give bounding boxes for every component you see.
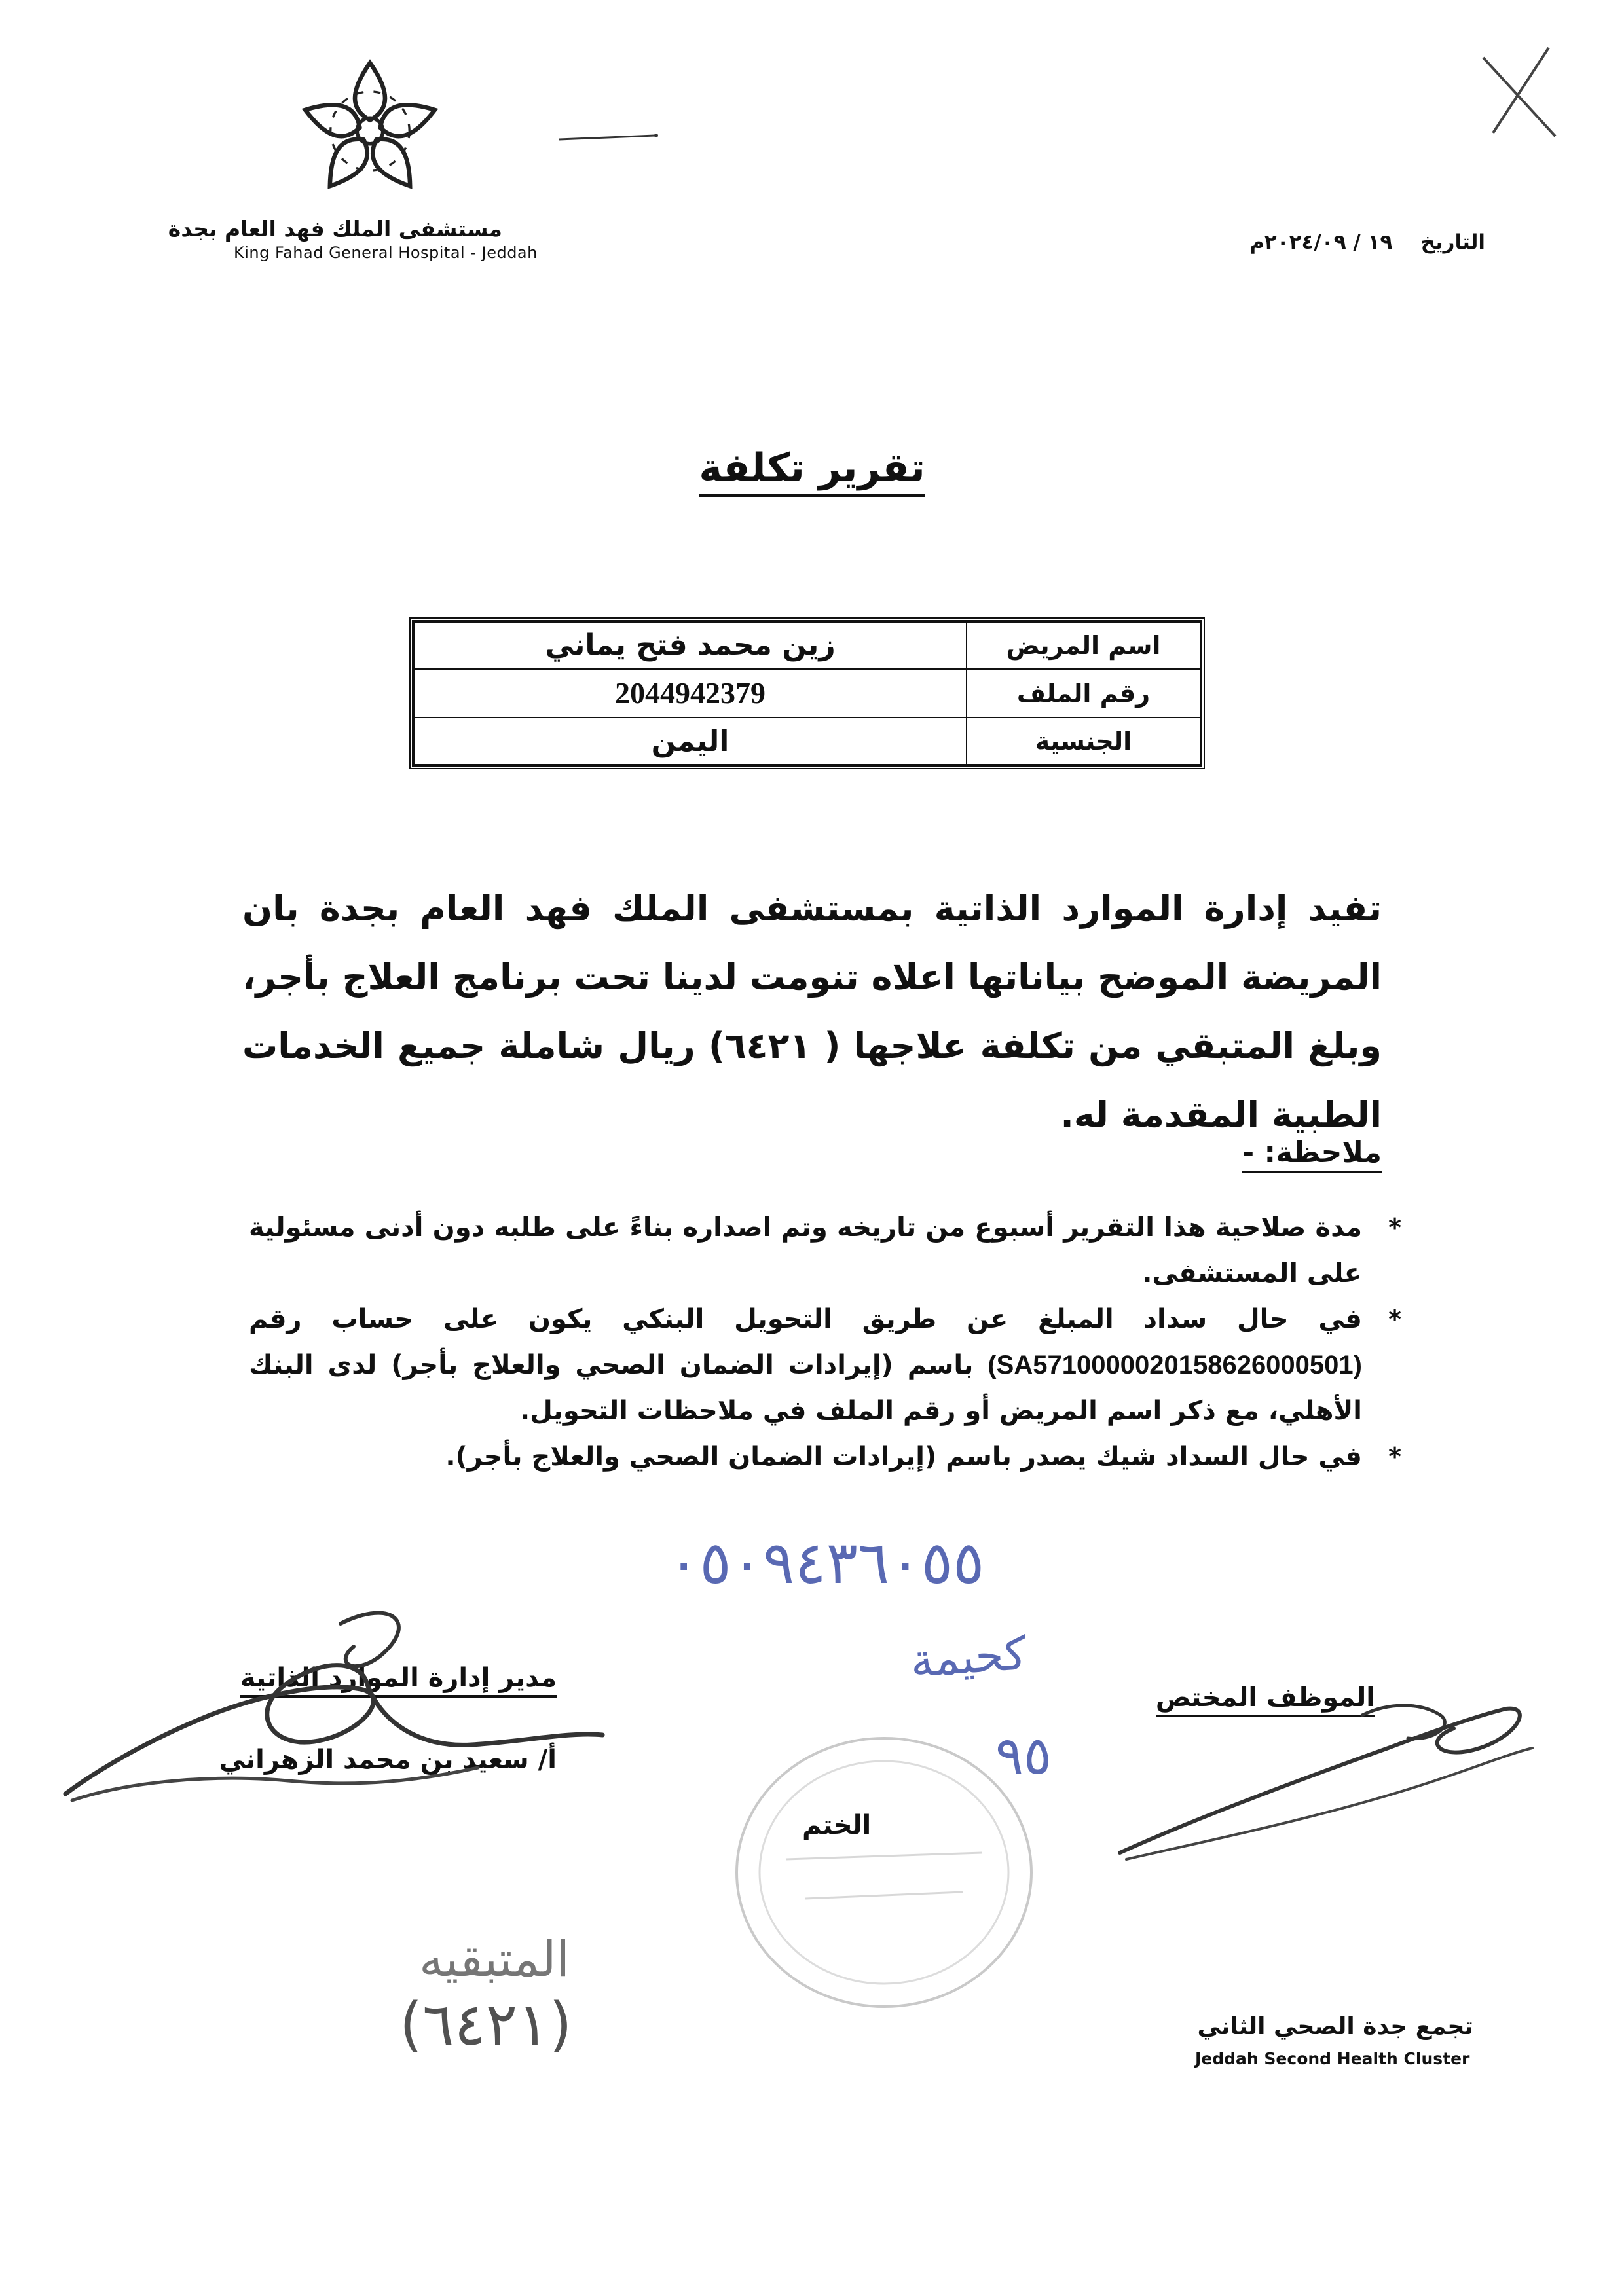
note-bank-transfer: في حال سداد المبلغ عن طريق التحويل البنكي يكون على حساب رقم [249,1304,1362,1334]
table-row [414,718,1200,765]
handwritten-number: ٩٥ [995,1725,1052,1786]
handwritten-word: كحيمة [908,1626,1029,1688]
page-title [0,445,1624,491]
hospital-name-english: King Fahad General Hospital - Jeddah [234,244,538,262]
note-bank-transfer-cont: باسم (إيرادات الضمان الصحي والعلاج بأجر) لدى البنك الأهلي، مع ذكر اسم المريض أو رقم الملف في ملاحظات التحويل. [249,1350,1362,1426]
stamp-label: الختم [802,1810,872,1840]
nationality-label: الجنسية [967,718,1200,765]
note-validity: مدة صلاحية هذا التقرير أسبوع من تاريخه وتم اصداره بناءً على طلبه دون أدنى مسئولية على المستشفى. [249,1212,1362,1288]
manager-title: مدير إدارة الموارد الذاتية [240,1663,557,1698]
table-row [414,622,1200,669]
staff-title: الموظف المختص [1156,1683,1375,1717]
page-title-text: تقرير تكلفة [699,445,925,497]
handwritten-phone-number: ٠٥٠٩٤٣٦٠٥٥ [668,1529,985,1597]
iban-number: (SA5710000020158626000501) [987,1351,1362,1379]
nationality-value: اليمن [414,718,967,765]
official-stamp [727,1728,1041,2016]
patient-name-label: اسم المريض [967,622,1200,669]
health-cluster-arabic: تجمع جدة الصحي الثاني [1197,2013,1473,2040]
notes-list [249,1205,1401,1480]
file-number-label: رقم الملف [967,669,1200,718]
bullet-star-icon: * [1388,1442,1401,1471]
handwritten-remaining-label: المتبقيه [419,1931,570,1988]
bullet-star-icon: * [1388,1305,1401,1334]
handwritten-remaining-amount: (٦٤٢١) [399,1990,572,2059]
cross-mark [1477,45,1562,143]
notes-heading: ملاحظة: - [1242,1136,1382,1173]
health-cluster-english: Jeddah Second Health Cluster [1195,2049,1470,2068]
report-date [1249,230,1485,254]
hospital-name-arabic: مستشفى الملك فهد العام بجدة [168,216,502,242]
list-item [249,1205,1401,1296]
patient-name-value: زين محمد فتح يماني [414,622,967,669]
pen-stroke-mark [557,128,661,147]
list-item [249,1434,1401,1480]
table-row [414,669,1200,718]
hospital-logo [298,56,442,206]
patient-info-table [409,617,1205,769]
file-number-value: 2044942379 [414,669,967,718]
note-cheque: في حال السداد شيك يصدر باسم (إيرادات الضمان الصحي والعلاج بأجر). [445,1442,1362,1472]
manager-name: أ/ سعيد بن محمد الزهراني [219,1745,557,1775]
date-label: التاريخ [1420,230,1485,254]
report-body-paragraph: تفيد إدارة الموارد الذاتية بمستشفى الملك فهد العام بجدة بان المريضة الموضح بياناتها اعلاه تنومت لدينا تحت برنامج العلاج بأجر، وبلغ المتبقي من تكلفة علاجها ( ٦٤٢١) ريال شاملة جميع الخدمات الطبية المقدمة له. [242,888,1382,1135]
date-value: ١٩ / ٢٠٢٤/٠٩م [1249,230,1393,254]
staff-signature [1113,1689,1545,1872]
bullet-star-icon: * [1388,1213,1401,1242]
manager-signature [52,1584,642,1840]
list-item [249,1296,1401,1434]
